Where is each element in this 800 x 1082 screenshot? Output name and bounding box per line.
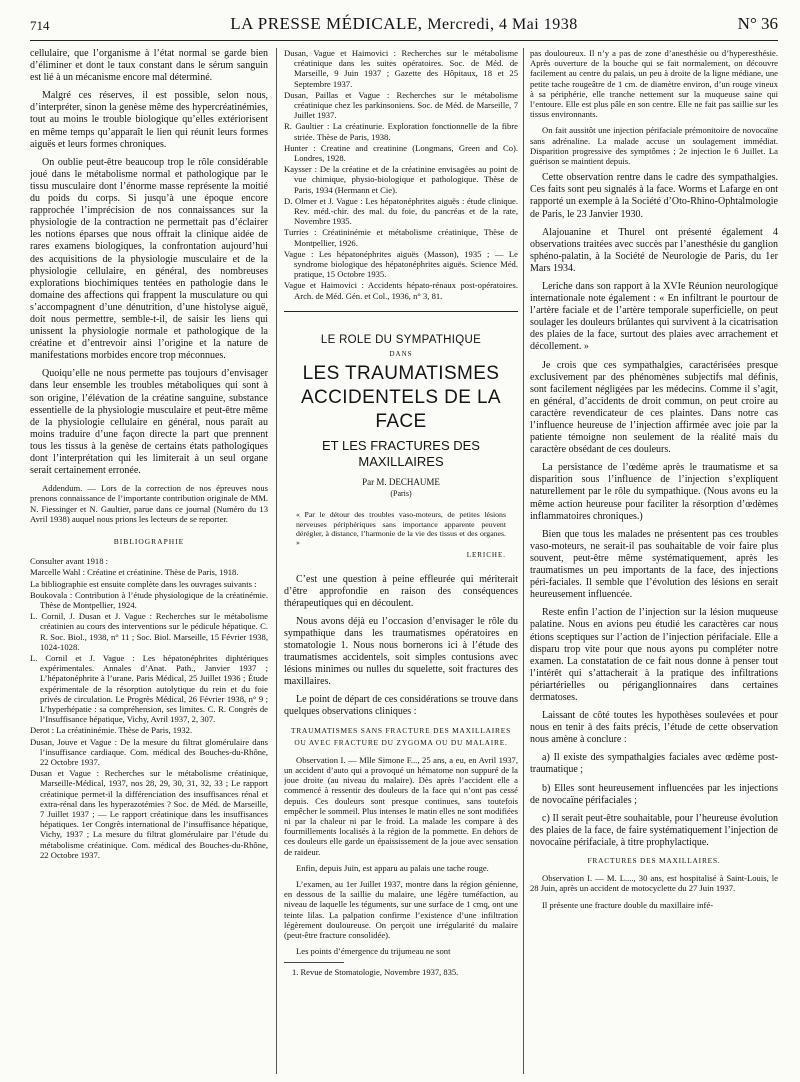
- paragraph: Le point de départ de ces considérations se trouve dans quelques observations cliniques :: [284, 694, 518, 718]
- issue-number: N° 36: [737, 14, 778, 33]
- article-title: LES TRAUMATISMES ACCIDENTELS DE LA FACE: [300, 363, 502, 433]
- bibliography-entry: Derot : La créatininémie. Thèse de Paris, 1932.: [30, 725, 193, 736]
- paragraph: Alajouanine et Thurel ont présenté également 4 observations traitées avec succès par l’anesthésie du ganglion sphéno-palatin, à la Société de Neurologie de Paris, du 1er Mars 1934.: [530, 226, 778, 274]
- section-heading: FRACTURES DES MAXILLAIRES.: [587, 856, 721, 866]
- section-heading: TRAUMATISMES SANS FRACTURE DES MAXILLAIRES OU AVEC FRACTURE DU ZYGOMA OU DU MALAIRE.: [290, 725, 512, 747]
- bibliography-entry: Dusan, Jouve et Vague : De la mesure du filtrat glomérulaire dans l’insuffisance cardiaque. Com. médical des Bouches-du-Rhône, 22 Octobre 1937.: [30, 736, 268, 767]
- paragraph: Leriche dans son rapport à la XVIe Réunion neurologique internationale note également : « En infiltrant le pourtour de l’artère faciale et de l’artère temporale superficielle, on peut soulager les douleurs brûlantes qui survivent à la cicatrisation des plaies de la face, surtout des plaies avec arrachement et décollement. »: [530, 280, 778, 353]
- bibliography-entry: L. Cornil et J. Vague : Les hépatonéphrites diphtériques expérimentales. Annales d’Anat. Path., Janvier 1937 ; L’hépatonéphrite à l’urane. Paris Médical, 25 Juillet 1936 ; Étude expérimentale de la résorption autolytique du rein et du foie privés de circulation. Le Progrès Médical, 26 Février 1938, n° 9 ; L’hyperhépatie : sa compréhension, ses limites. C. R. Congrès de l’Insuffisance hépatique, Vichy, Avril 1937, 2, 307.: [30, 652, 268, 725]
- bibliography-entry: La bibliographie est ensuite complète dans les ouvrages suivants :: [30, 578, 257, 589]
- column-divider: [523, 48, 524, 1074]
- paragraph: Reste enfin l’action de l’injection sur la lésion muqueuse palatine. Nous en avions peu étudié les caractères car nous étions sceptiques sur l’action de l’injection périfaciale. Elle a disparu trop vite pour que nous ayons pu compléter notre examen. La constatation de ce fait nous donne à penser tout l’intérêt qui s’attacherait à la pratique des infiltrations périartérielles ou périganglionnaires dans certaines dermatoses.: [530, 607, 778, 703]
- paragraph: Il présente une fracture double du maxillaire infé-: [542, 899, 714, 910]
- article-kicker-dans: DANS: [389, 349, 413, 358]
- bibliography-title: BIBLIOGRAPHIE: [113, 537, 185, 546]
- page-number: 714: [30, 18, 50, 33]
- column-left: [30, 48, 268, 1074]
- conclusion-item: c) Il serait peut-être souhaitable, pour l’heureuse évolution des plaies de la face, de faire systématiquement l’injection de novocaïne périfaciale, à titre prophylactique.: [530, 812, 778, 848]
- bibliography-entry: Dusan, Paillas et Vague : Recherches sur le métabolisme créatinique chez les parkinsoniens. Soc. de Méd. de Marseille, 7 Juillet 1937.: [284, 89, 518, 121]
- bibliography-entry: D. Olmer et J. Vague : Les hépatonéphrites aiguës : étude clinique. Rev. méd.-chir. des mal. du foie, du pancréas et de la rate, Novembre 1935.: [284, 195, 518, 227]
- article-author: Par M. DECHAUME: [362, 477, 440, 488]
- bibliography-entry: Vague : Les hépatonéphrites aiguës (Masson), 1935 ; — Le syndrome biologique des hépatonéphrites aiguës. Science Méd. pratique, 15 Octobre 1935.: [284, 248, 518, 280]
- bibliography-entry: Vague et Haimovici : Accidents hépato-rénaux post-opératoires. Arch. de Méd. Gén. et Col., 1936, n° 3, 81.: [284, 280, 518, 301]
- paragraph: On fait aussitôt une injection périfaciale prémonitoire de novocaïne sans adrénaline. La malade accuse un soulagement immédiat. Disparition progressive des symptômes ; 2e injection le 6 Juillet. La guérison se maintient depuis.: [530, 125, 778, 167]
- column-right: [530, 48, 778, 1074]
- journal-title: [30, 14, 778, 34]
- paragraph: Quoiqu’elle ne nous permette pas toujours d’envisager dans leur ensemble les troubles métaboliques qui sont à son origine, l’élévation de la créatine sanguine, substance essentielle de la physiologie musculaire et peut-être même de la physiologie cellulaire en général, nous paraît au moins traduire d’une façon directe la part que prennent tous les tissus à la genèse de certains états pathologiques dont l’interprétation qui les limiterait à un seul organe serait certainement erronée.: [30, 368, 268, 477]
- journal-name: LA PRESSE MÉDICALE,: [230, 14, 423, 33]
- footnote-rule: [284, 962, 344, 963]
- paragraph: On oublie peut-être beaucoup trop le rôle considérable joué dans le métabolisme normal et pathologique par le tissu musculaire dont l’énorme masse représente la moitié du poids du corps. Si jusqu’à une époque encore rapprochée l’imprécision de nos connaissances sur la physiologie de la contraction ne permettait pas d’éclairer les notions éparses que nous offrait la clinique aidée de rares examens biologiques, la confrontation aujourd’hui des acquisitions de la physiologie musculaire et de la physiologie cellulaire, en général, des nombreuses explorations biochimiques tentées en pathologie dans le domaine des affections qui frappent la musculature ou qui s’accompagnent d’une dénutrition, d’une histolyse aiguë, doit nous permettre, semble-t-il, de saisir les liens qui unissent la physiologie normale et pathologique de la créatine et d’entrevoir ainsi l’origine et la nature de manifestations morbides encore trop méconnues.: [30, 156, 268, 362]
- paragraph: Cette observation rentre dans le cadre des sympathalgies. Ces faits sont peu signalés à la face. Worms et Lafarge en ont rapporté un exemple à la Société d’Oto-Rhino-Ophtalmologie de Paris, le 23 Janvier 1930.: [530, 172, 778, 220]
- paragraph: La persistance de l’œdème après le traumatisme et sa disparition sous l’influence de l’injection s’expliquent naturellement par le rôle du sympathique. (Nous avons eu la même action heureuse pour faciliter la résorption d’œdèmes inflammatoires chroniques.): [530, 462, 778, 522]
- bibliography-entry: Marcelle Wahl : Créatine et créatinine. Thèse de Paris, 1918.: [30, 567, 239, 578]
- paragraph: cellulaire, que l’organisme à l’état normal se garde bien d’éliminer et dont le taux constant dans le sérum sanguin est lié à un mécanisme encore mal déterminé.: [30, 48, 268, 84]
- bibliography-entry: L. Cornil, J. Dusan et J. Vague : Recherches sur le métabolisme créatinien au cours des interventions sur le pédicule hépatique. C. R. Soc. Biol., 1938, n° 11 ; Soc. Biol. Marseille, 15 Février 1938, 1024-1028.: [30, 611, 268, 652]
- paragraph: Je crois que ces sympathalgies, caractérisées presque exclusivement par des phénomènes subjectifs mal définis, sont facilement négligées par les médecins. Comme il s’agit, en général, d’accidents de droit commun, on peut croire au caractère revendicateur de ces plaintes. Dans notre cas l’influence heureuse de l’injection affirmée avec joie par la patiente témoigne non seulement de la réalité mais du caractère obsédant de ces douleurs.: [530, 359, 778, 456]
- paragraph: C’est une question à peine effleurée qui mériterait d’être approfondie en raison des conséquences thérapeutiques qui en découlent.: [284, 573, 518, 609]
- epigraph: « Par le détour des troubles vaso-moteurs, de petites lésions nerveuses périphériques sans importance apparente peuvent dérégler, à distance, l’harmonie de la vie des tissus et des organes. »: [296, 510, 506, 548]
- bibliography-list: [30, 556, 268, 860]
- article-subtitle: ET LES FRACTURES DES MAXILLAIRES: [322, 438, 480, 470]
- paragraph: Nous avons déjà eu l’occasion d’envisager le rôle du sympathique dans les traumatismes opératoires en stomatologie 1. Nous nous bornerons ici à l’étude des traumatismes accidentels, soit simples contusions avec lésions minimes ou nulles du squelette, soit fractures des maxillaires.: [284, 615, 518, 688]
- conclusion-item: b) Elles sont heureusement influencées par les injections de novocaïne périfaciales ;: [530, 782, 778, 806]
- paragraph: pas douloureux. Il n’y a pas de zone d’anesthésie ou d’hyperesthésie. Après ouverture de la bouche qui se fait normalement, on découvre facilement au centre du palais, un peu à droite de la ligne médiane, une petite tache rougeâtre de 1 cm. de diamètre environ, d’un rouge vineux à sa périphérie, elle tranche nettement sur la muqueuse saine qui l’entoure. Elle est plus pâle en son centre. Elle ne fait pas saillie sur les tissus environnants.: [530, 48, 778, 120]
- paragraph: Laissant de côté toutes les hypothèses soulevées et pour nous en tenir à des faits précis, l’étude de cette observation nous amène à conclure :: [530, 710, 778, 746]
- observation: Observation I. — Mlle Simone F..., 25 ans, a eu, en Avril 1937, un accident d’auto qui a provoqué un hématome non suppuré de la joue droite (au niveau du malaire). Dès après l’accident elle a commencé à ressentir des douleurs de la face qui n’ont pas cessé depuis. Ces douleurs sont presque continues, sans toutefois empêcher le sommeil. Plus intenses le matin elles ne sont modifiées ni par la chaleur ni par le froid. La malade les compare à des fourmillements localisés à la région de la pommette. En dehors de ces douleurs elle garde un épaississement de la joue avec sensation de raideur.: [284, 754, 518, 857]
- footnote: 1. Revue de Stomatologie, Novembre 1937, 835.: [292, 967, 459, 978]
- article-header: [284, 311, 518, 500]
- bibliography-entry: Kaysser : De la créatine et de la créatinine envisagées au point de vue chimique, physio-biologique et pathologique. Thèse de Paris, 1934 (Hermann et Cie).: [284, 164, 518, 195]
- bibliography-entry: R. Gaultier : La créatinurie. Exploration fonctionnelle de la fibre striée. Thèse de Paris, 1938.: [284, 121, 518, 142]
- bibliography-list-continued: [284, 48, 518, 301]
- paragraph: L’examen, au 1er Juillet 1937, montre dans la région génienne, en dessous de la saillie du malaire, une légère tuméfaction, au niveau de laquelle les téguments, sur une surface de 1 cmq, ont une teinte lilas. La palpation confirme l’existence d’une infiltration légèrement douloureuse. On perçoit une irrégularité du malaire (peut-être fracture consolidée).: [284, 878, 518, 940]
- article-kicker: LE ROLE DU SYMPATHIQUE: [320, 333, 482, 346]
- paragraph: Malgré ces réserves, il est possible, selon nous, d’interpréter, sinon la genèse même des hypercréatinémies, tout au moins le trouble biologique qu’elles extériorisent en même temps qu’apparaît le lien qui réunit leurs formes aiguës et leurs formes chroniques.: [30, 90, 268, 150]
- conclusion-item: a) Il existe des sympathalgies faciales avec œdème post-traumatique ;: [530, 752, 778, 776]
- bibliography-entry: Dusan, Vague et Haimovici : Recherches sur le métabolisme créatinique dans les suites opératoires. Soc. de Méd. de Marseille, 9 Juin 1937 ; Gazette des Hôpitaux, 18 et 25 Septembre 1937.: [284, 48, 518, 89]
- paragraph: Bien que tous les malades ne présentent pas ces troubles vaso-moteurs, ne serait-il pas souhaitable de voir faire plus souvent, peut-être même systématiquement, après les traumatismes un peu importants de la face, des injections péri-faciales. Il semble que l’évolution des lésions en serait heureusement influencée.: [530, 528, 778, 601]
- bibliography-entry: Hunter : Creatine and creatinine (Longmans, Green and Co). Londres, 1928.: [284, 142, 518, 164]
- paragraph: Enfin, depuis Juin, est apparu au palais une tache rouge.: [296, 862, 489, 873]
- issue-date: Mercredi, 4 Mai 1938: [427, 16, 578, 33]
- column-middle: [284, 48, 518, 1074]
- bibliography-entry: Turries : Créatininémie et métabolisme créatinique, Thèse de Montpellier, 1926.: [284, 227, 518, 248]
- article-city: (Paris): [390, 489, 412, 499]
- page-header: [30, 14, 778, 41]
- bibliography-entry: Boukovala : Contribution à l’étude physiologique de la créatinémie. Thèse de Montpellier, 1924.: [30, 589, 268, 610]
- paragraph: Les points d’émergence du trijumeau ne sont: [296, 946, 451, 957]
- epigraph-author: LERICHE.: [466, 551, 506, 560]
- addendum: Addendum. — Lors de la correction de nos épreuves nous prenons connaissance de l’importante contribution originale de MM. N. Fiessinger et N. Gaultier, parue dans ce journal (Numéro du 13 Avril 1938) auquel nous prions les lecteurs de se reporter.: [30, 483, 268, 524]
- column-divider: [276, 48, 277, 1074]
- observation: Observation I. — M. L...., 30 ans, est hospitalisé à Saint-Louis, le 28 Juin, après un accident de motocyclette du 27 Juin 1937.: [530, 873, 778, 894]
- bibliography-entry: Consulter avant 1918 :: [30, 556, 109, 567]
- bibliography-entry: Dusan et Vague : Recherches sur le métabolisme créatinique, Marseille-Médical, 1937, nos 28, 29, 30, 31, 32, 33 ; Le rapport créatinique permet-il la différenciation des insuffisances rénal et extra-rénal dans les hyperazotémies ? Soc. de Méd. de Marseille, 7 Juillet 1937 ; — Le rapport créatinique dans les insuffisances hépatiques. 1er Congrès international de l’insuffisance hépatique, Vichy, 1937 ; La mesure du filtrat glomérulaire par l’étude du métabolisme créatinique. Com. médical des Bouches-du-Rhône, 22 Octobre 1937.: [30, 768, 268, 860]
